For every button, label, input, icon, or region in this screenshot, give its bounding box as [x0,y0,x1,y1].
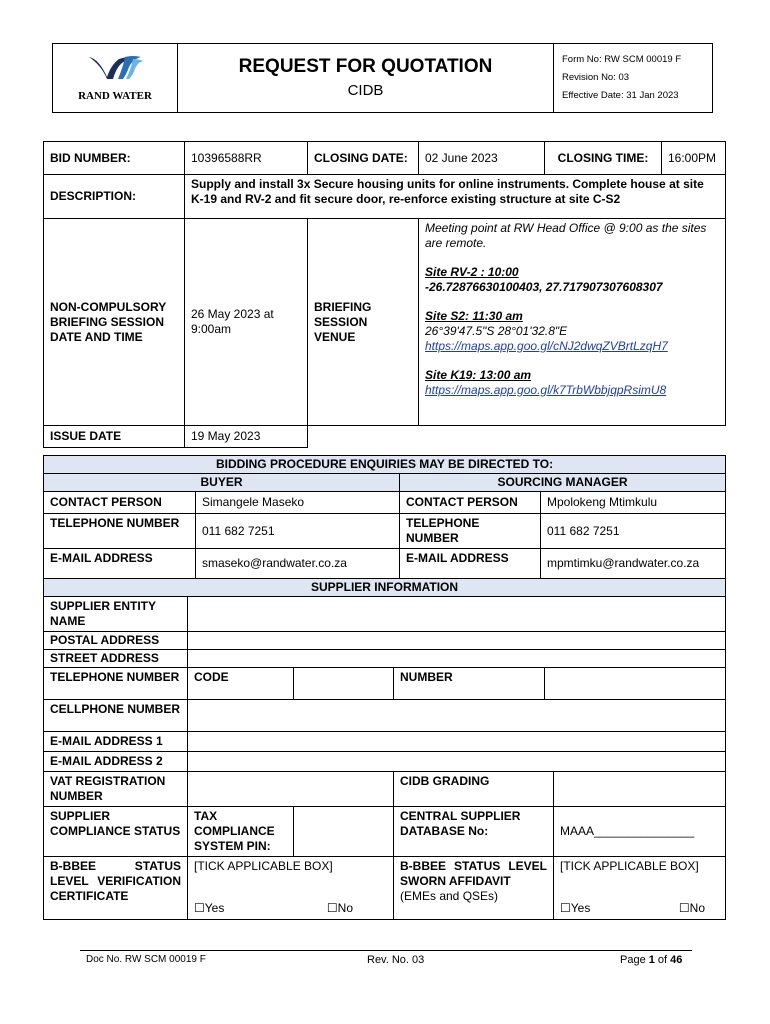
buyer-email-label: E-MAIL ADDRESS [44,549,196,579]
supplier-table [43,578,726,920]
buyer-telephone-label: TELEPHONE NUMBER [44,514,196,549]
footer-page-current: 1 [648,954,655,966]
telephone-number-label: NUMBER [394,668,545,700]
bbbee-affidavit-yes-checkbox[interactable]: ☐Yes [560,901,591,915]
manager-telephone: 011 682 7251 [541,514,726,549]
supplier-heading: SUPPLIER INFORMATION [44,579,726,597]
entity-name-field[interactable] [188,597,726,632]
description-value: Supply and install 3x Secure housing units for online instruments. Complete house at site K-19 and RV-2 and fit secure door, re-enforce existing structure at site C-S2 [185,175,726,219]
postal-address-label: POSTAL ADDRESS [44,632,188,650]
footer-page-of: of [654,954,671,966]
telephone-number-field[interactable] [545,668,726,700]
closing-time-value: 16:00PM [662,142,726,175]
form-info-cell [554,44,713,113]
telephone-code-field[interactable] [294,668,394,700]
bbbee-affidavit-note: (EMEs and QSEs) [400,889,499,903]
cellphone-field[interactable] [188,700,726,732]
footer-doc-no: Doc No. RW SCM 00019 F [86,954,206,965]
briefing-label: NON-COMPULSORY BRIEFING SESSION DATE AND TIME [44,219,185,426]
csd-value[interactable]: MAAA_______________ [554,807,726,857]
briefing-date: 26 May 2023 at 9:00am [185,219,308,426]
csd-label: CENTRAL SUPPLIER DATABASE No: [394,807,554,857]
site-s2-title: Site S2: 11:30 am [425,309,523,323]
bbbee-certificate-options [188,857,394,920]
page-title: REQUEST FOR QUOTATION [238,56,493,77]
bbbee-certificate-yes-checkbox[interactable]: ☐Yes [194,901,225,915]
site-rv2-coords: -26.72876630100403, 27.717907307608307 [425,280,663,294]
footer-page-number [620,954,682,966]
venue-intro: Meeting point at RW Head Office @ 9:00 as the sites are remote. [425,221,707,250]
description-label: DESCRIPTION: [44,175,185,219]
buyer-contact-label: CONTACT PERSON [44,492,196,514]
bbbee-affidavit-no-checkbox[interactable]: ☐No [678,901,705,915]
email1-field[interactable] [188,732,726,752]
street-address-label: STREET ADDRESS [44,650,188,668]
street-address-field[interactable] [188,650,726,668]
bbbee-affidavit-label: B-BBEE STATUS LEVEL SWORN AFFIDAVIT [400,859,547,888]
cidb-grading-label: CIDB GRADING [394,772,554,807]
manager-email: mpmtimku@randwater.co.za [541,549,726,579]
bbbee-certificate-label: B-BBEE STATUS LEVEL VERIFICATION CERTIFICATE [44,857,188,920]
closing-date-label: CLOSING DATE: [308,142,419,175]
site-k19-map-link[interactable]: https://maps.app.goo.gl/k7TrbWbbjqpRsimU8 [425,383,667,397]
logo-text: RAND WATER [78,89,152,102]
vat-label: VAT REGISTRATION NUMBER [44,772,188,807]
telephone-code-label: CODE [188,668,294,700]
manager-contact-label: CONTACT PERSON [400,492,541,514]
issue-date-label: ISSUE DATE [44,426,185,448]
buyer-email: smaseko@randwater.co.za [196,549,400,579]
enquiries-table [43,455,726,579]
tax-pin-label: TAX COMPLIANCE SYSTEM PIN: [188,807,294,857]
cidb-grading-field[interactable] [554,772,726,807]
footer-page-total: 46 [670,954,683,966]
closing-date-value: 02 June 2023 [419,142,545,175]
footer-page-prefix: Page [620,954,649,966]
bbbee-affidavit-options [554,857,726,920]
email1-label: E-MAIL ADDRESS 1 [44,732,188,752]
site-k19-title: Site K19: 13:00 am [425,368,532,382]
tax-pin-field[interactable] [294,807,394,857]
form-number: Form No: RW SCM 00019 F [562,54,682,65]
manager-email-label: E-MAIL ADDRESS [400,549,541,579]
bbbee-certificate-no-checkbox[interactable]: ☐No [326,901,353,915]
buyer-heading: BUYER [44,474,400,492]
site-s2-coords: 26°39'47.5"S 28°01'32.8"E [425,324,568,338]
manager-telephone-label: TELEPHONE NUMBER [400,514,541,549]
effective-date: Effective Date: 31 Jan 2023 [562,90,679,101]
logo-cell [53,44,178,113]
venue-label: BRIEFING SESSION VENUE [308,219,419,426]
footer-revision: Rev. No. 03 [367,954,425,966]
revision-number: Revision No: 03 [562,72,630,83]
venue-details [419,219,726,426]
cellphone-label: CELLPHONE NUMBER [44,700,188,732]
site-rv2-title: Site RV-2 : 10:00 [425,265,519,279]
vat-field[interactable] [188,772,394,807]
sourcing-manager-heading: SOURCING MANAGER [400,474,726,492]
compliance-status-label: SUPPLIER COMPLIANCE STATUS [44,807,188,857]
footer-rule [80,950,692,951]
bbbee-affidavit-label-cell [394,857,554,920]
buyer-name: Simangele Maseko [196,492,400,514]
postal-address-field[interactable] [188,632,726,650]
buyer-telephone: 011 682 7251 [196,514,400,549]
email2-label: E-MAIL ADDRESS 2 [44,752,188,772]
telephone-label: TELEPHONE NUMBER [44,668,188,700]
closing-time-label: CLOSING TIME: [545,142,662,175]
enquiries-heading: BIDDING PROCEDURE ENQUIRIES MAY BE DIRECTED TO: [44,456,726,474]
bid-number-label: BID NUMBER: [44,142,185,175]
email2-field[interactable] [188,752,726,772]
page-subtitle: CIDB [347,82,384,99]
bbbee-certificate-tick-note: [TICK APPLICABLE BOX] [194,859,333,873]
rand-water-logo-icon [85,53,145,83]
issue-date-value: 19 May 2023 [185,426,308,448]
bid-number-value: 10396588RR [185,142,308,175]
header-table [52,43,713,113]
bid-info-table [43,141,726,448]
bbbee-affidavit-tick-note: [TICK APPLICABLE BOX] [560,859,699,873]
site-s2-map-link[interactable]: https://maps.app.goo.gl/cNJ2dwqZVBrtLzqH7 [425,339,668,353]
manager-name: Mpolokeng Mtimkulu [541,492,726,514]
entity-name-label: SUPPLIER ENTITY NAME [44,597,188,632]
title-cell [178,44,554,113]
